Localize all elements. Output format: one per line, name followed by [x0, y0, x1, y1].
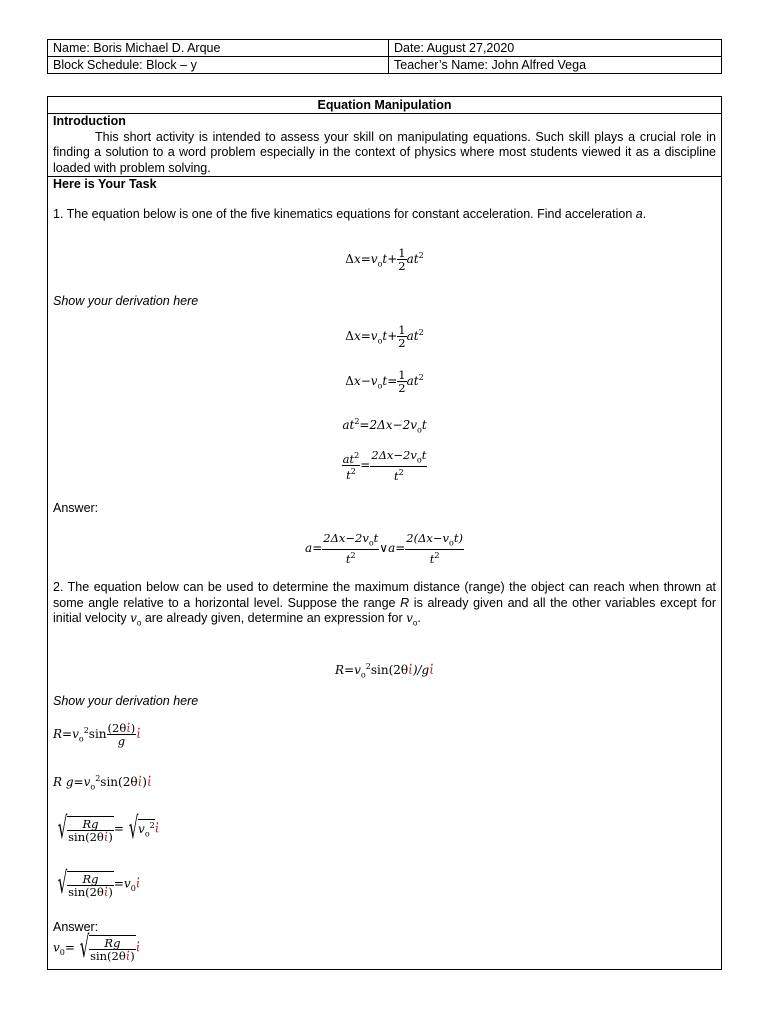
derivation-2-step-1: $R=v_o^2\sin$ $\frac{\text{(2θἰ)}}{g}$ ἰ [53, 721, 141, 748]
student-name: Name: Boris Michael D. Arque [48, 40, 389, 57]
derivation-2-step-4: √ $\frac{Rg}{\text{sin(2θἰ)}}$ $=v_0ἰ$ [57, 866, 141, 901]
worksheet-title: Equation Manipulation [48, 97, 721, 114]
derivation-step-1: $\Delta x=v_ot+$ $\frac{1}{2}$ $at^2$ [345, 323, 424, 350]
introduction-heading: Introduction [53, 114, 126, 128]
equation-given-2: $R=v_o^2\sin(2\theta ἰ)/gἰ$ [335, 662, 434, 680]
equation-given-1: $\Delta x=v_ot+$ $\frac{1}{2}$ $at^2$ [345, 246, 424, 273]
derivation-2-step-3: √ $\frac{Rg}{\text{sin(2θἰ)}}$ = $√v_o^2ἰ$ [57, 811, 160, 846]
worksheet-box [47, 96, 722, 970]
derivation-2-step-2: R $g=v_o^2\sin(2\theta ἰ)ἰ$ [53, 774, 152, 792]
date: Date: August 27,2020 [389, 40, 722, 57]
introduction-section [48, 114, 721, 177]
header-row-2 [48, 57, 722, 74]
derivation-label-2: Show your derivation here [53, 694, 199, 708]
question-1: 1. The equation below is one of the five kinematics equations for constant acceleration. Find acceleration a. [53, 206, 647, 221]
introduction-text: This short activity is intended to assess your skill on manipulating equations. Such skill plays a crucial role in finding a solution to a word problem especially in the context of physics where most students viewed it as a discipline loaded with problem solving. [53, 129, 716, 175]
block-schedule: Block Schedule: Block – y [48, 57, 389, 74]
derivation-step-2: $\Delta x-v_ot=$ $\frac{1}{2}$ $at^2$ [345, 368, 424, 395]
task-section [48, 177, 721, 222]
derivation-step-3: $at^2=2\Delta x-2v_ot$ [342, 417, 427, 435]
question-2-wrap [48, 580, 721, 631]
task-heading: Here is Your Task [53, 177, 157, 191]
answer-equation-1: a= $\frac{2\Delta x-2v_ot}{t^2}$ ∨a= $\frac{2(\Delta x-v_ot)}{t^2}$ [305, 531, 463, 567]
answer-label-1: Answer: [53, 501, 99, 515]
answer-equation-2: $v_0=$ √ $\frac{Rg}{\text{sin(2θἰ)}}$ ἰ [53, 930, 141, 965]
teacher-name: Teacher’s Name: John Alfred Vega [389, 57, 722, 74]
header-row-1 [48, 40, 722, 57]
header-table [47, 39, 722, 74]
answer-label-2: Answer: [53, 920, 99, 934]
question-2: 2. The equation below can be used to determine the maximum distance (range) the object can reach when thrown at some angle relative to a horizontal level. Suppose the range R is already given and all the other variables except for initial velocity $v_o$ are already given, determine an expression for $v_o$. [53, 580, 716, 628]
derivation-step-4: $\frac{at^2}{t^2}$ = $\frac{2\Delta x-2v_ot}{t^2}$ [342, 448, 427, 484]
derivation-label-1: Show your derivation here [53, 294, 199, 308]
